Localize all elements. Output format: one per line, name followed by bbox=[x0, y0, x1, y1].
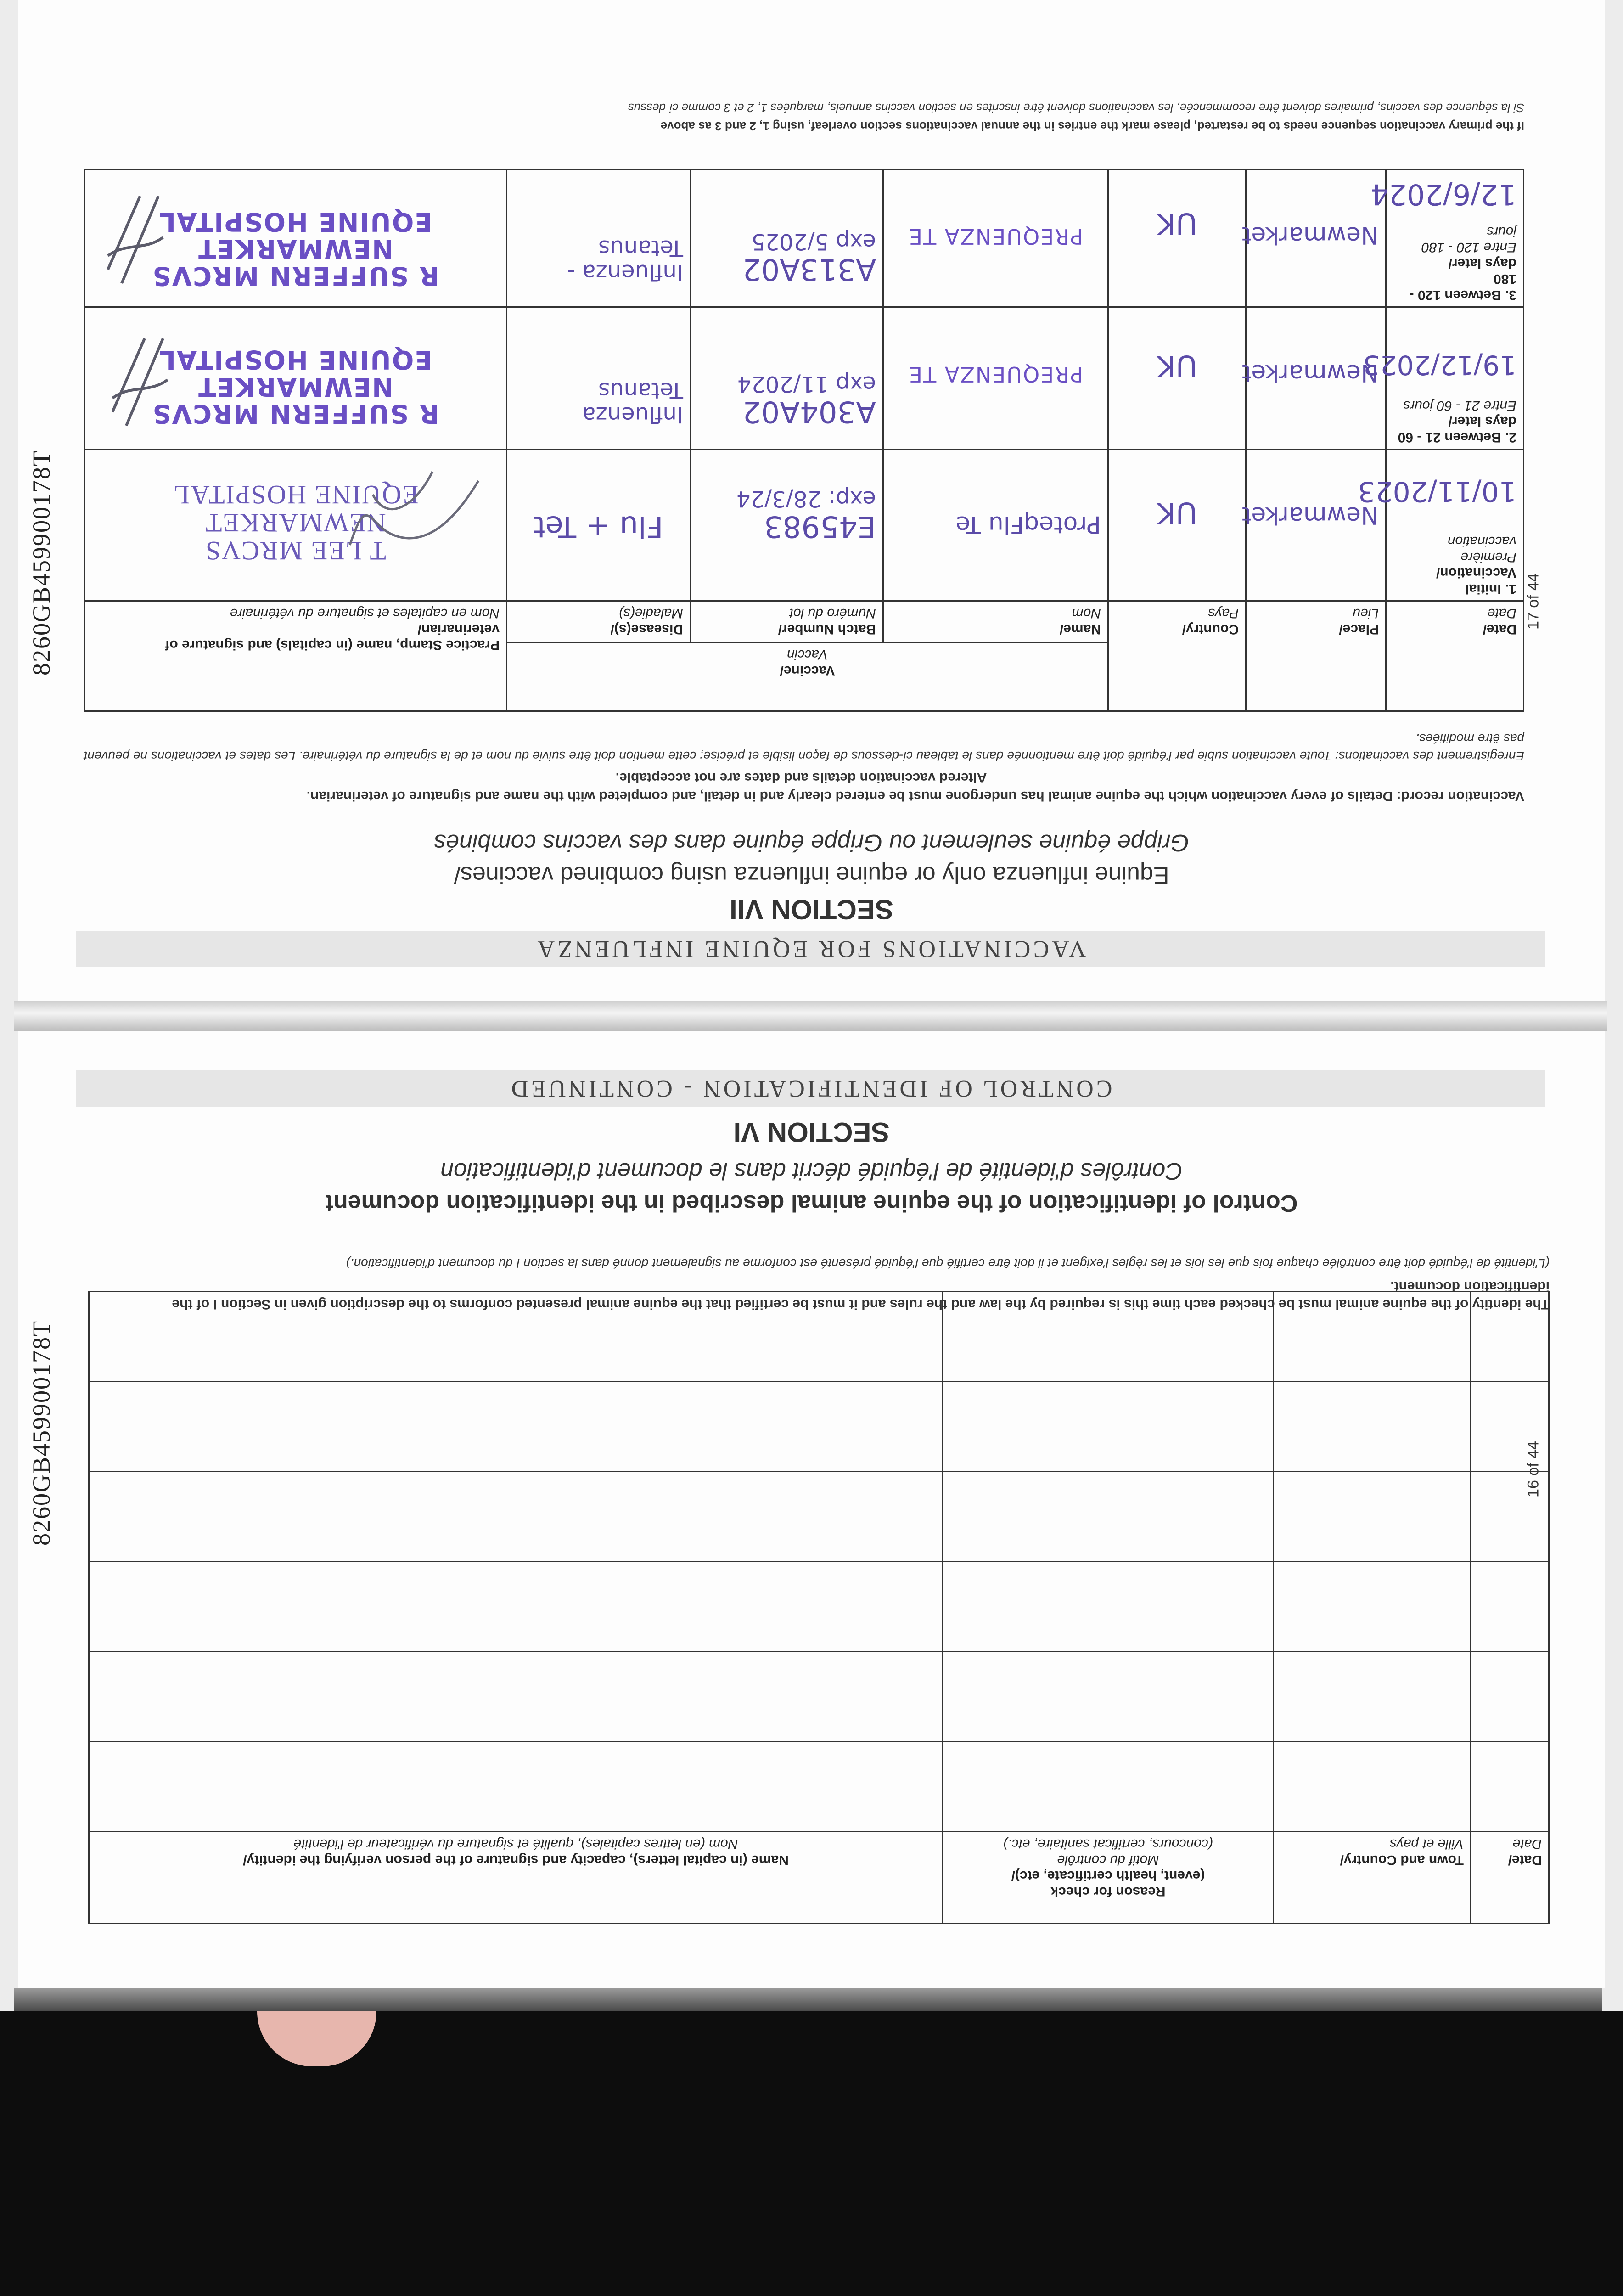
vaccination-record-note-en: Vaccination record: Details of every vaccination which the equine animal has undergone must be entered clearly and in detail, and completed with the name and signature of veterinarian. bbox=[306, 788, 1524, 804]
page-section-vi bbox=[18, 1031, 1605, 1988]
row1-signature bbox=[341, 462, 488, 563]
row3-batch: A313A02 bbox=[742, 252, 876, 286]
row1-country: UK bbox=[1157, 495, 1197, 529]
row1-batch: E45983 bbox=[764, 509, 876, 543]
section-vii-footer-fr: Si la séquence des vaccins, primaires doivent être recommencée, les vaccinations doivent être inscrites en section vaccins annuels, marquées 1, 2 et 3 comme ci-dessus bbox=[628, 101, 1524, 115]
header-stamp-fr: Nom en capitales et signature du vétérinaire bbox=[230, 606, 500, 621]
id-header-name bbox=[89, 1832, 943, 1924]
header-stamp bbox=[84, 601, 506, 711]
header-name-en: Name/ bbox=[1059, 622, 1101, 637]
row3-place: Newmarket bbox=[1242, 221, 1379, 249]
row1-vaccine: ProteqFlu Te bbox=[955, 511, 1101, 538]
document-number-bottom: 8260GB459900178T bbox=[28, 1320, 55, 1546]
row3-signature bbox=[99, 187, 172, 297]
header-date-en: Date/ bbox=[1483, 622, 1516, 637]
vaccination-table bbox=[84, 169, 1524, 712]
page-number-17: 17 of 44 bbox=[1524, 573, 1542, 630]
row1-place: Newmarket bbox=[1242, 501, 1379, 529]
id-blank-row-3 bbox=[89, 1562, 1549, 1652]
section-vi-note-fr: (L'identité de l'équidé doit être contrôlée chaque fois que les lois et les règles l'exigent et il doit être certifié que l'équidé présenté est conforme au signalement donné dans la section I du document d'identification.) bbox=[346, 1256, 1550, 1271]
section-vi-note-en: The identity of the equine animal must be checked each time this is required by the law and the rules and it must be certified that the equine animal presented conforms to the description given in Section I of the identification document. bbox=[172, 1279, 1550, 1312]
section-vii-subtitle-fr: Grippe équine seulement ou Grippe équine dans des vaccins combinés bbox=[434, 829, 1189, 856]
id-header-date-fr: Date bbox=[1512, 1836, 1542, 1852]
row2-label-fr: Entre 21 - 60 jours bbox=[1403, 398, 1516, 413]
row3-label: 3. Between 120 - 180 bbox=[1409, 271, 1516, 303]
row1-country-cell bbox=[1108, 450, 1246, 601]
row1-stamp-line-1: T LEE MRCVS bbox=[205, 536, 386, 566]
row2-diseases-cell bbox=[506, 307, 690, 450]
row2-stamp-line-1: R SUFFERN MRCVS bbox=[152, 399, 439, 428]
id-header-name-en: Name (in capital letters), capacity and signature of the person verifying the identity/ bbox=[243, 1852, 789, 1868]
row3-batch-cell bbox=[691, 169, 883, 307]
document-number-top: 8260GB459900178T bbox=[28, 450, 55, 675]
id-blank-row-4 bbox=[89, 1472, 1549, 1562]
header-name bbox=[883, 601, 1108, 642]
row1-label-fr: Première vaccination bbox=[1447, 534, 1516, 565]
page-section-vii bbox=[18, 0, 1605, 1001]
row1-diseases: Flu + Tet bbox=[534, 509, 663, 543]
row2-stamp-cell bbox=[84, 307, 506, 450]
row2-signature bbox=[103, 329, 177, 439]
header-place bbox=[1246, 601, 1386, 711]
id-header-reason-fr-sub: (concours, certificat sanitaire, etc.) bbox=[1003, 1836, 1213, 1852]
row1-batch-cell bbox=[691, 450, 883, 601]
row1-stamp-line-3: EQUINE HOSPITAL bbox=[172, 480, 419, 510]
header-country bbox=[1108, 601, 1246, 711]
vaccination-row-third bbox=[84, 169, 1523, 307]
header-batch-fr: Numéro du lot bbox=[789, 606, 876, 621]
row3-diseases-cell bbox=[506, 169, 690, 307]
id-header-name-fr: Nom (en lettres capitales), qualité et signature du vérificateur de l'identité bbox=[293, 1836, 738, 1852]
header-name-fr: Nom bbox=[1072, 606, 1101, 621]
section-vii-title: SECTION VII bbox=[730, 894, 893, 925]
header-diseases-en: Disease(s)/ bbox=[610, 622, 683, 637]
id-header-date bbox=[1471, 1832, 1549, 1924]
row3-vaccine-cell bbox=[883, 169, 1108, 307]
row2-country-cell bbox=[1108, 307, 1246, 450]
row2-batch-exp: exp 11/2024 bbox=[737, 371, 876, 397]
row3-stamp-line-1: R SUFFERN MRCVS bbox=[152, 261, 439, 291]
scanner-background bbox=[0, 2011, 1623, 2296]
row3-batch-exp: exp 5/2025 bbox=[751, 228, 876, 254]
row3-date: 12/6/2024 bbox=[1370, 178, 1516, 212]
row2-stamp-line-2: NEWMARKET bbox=[197, 371, 393, 402]
header-place-en: Place/ bbox=[1339, 622, 1379, 637]
header-diseases-fr: Maladie(s) bbox=[618, 606, 683, 621]
vaccination-row-initial bbox=[84, 450, 1523, 601]
row2-vaccine: PREQUENZA TE bbox=[908, 362, 1083, 387]
id-blank-row-2 bbox=[89, 1652, 1549, 1742]
id-header-reason-sub: (event, health certificate, etc)/ bbox=[1011, 1868, 1205, 1884]
row1-stamp-cell bbox=[84, 450, 506, 601]
header-vaccine-en: Vaccine/ bbox=[780, 663, 835, 678]
row2-label: 2. Between 21 - 60 bbox=[1398, 430, 1516, 445]
row3-country: UK bbox=[1157, 206, 1197, 240]
id-header-town-fr: Ville et pays bbox=[1389, 1836, 1464, 1852]
id-header-date-en: Date/ bbox=[1508, 1852, 1542, 1868]
row2-batch: A304A02 bbox=[742, 394, 876, 428]
section-vi-title: SECTION VI bbox=[733, 1117, 890, 1148]
id-header-reason bbox=[943, 1832, 1274, 1924]
identification-table-header bbox=[89, 1832, 1549, 1924]
vaccination-table-header bbox=[84, 642, 1523, 711]
row2-label-extra: days later/ bbox=[1448, 414, 1516, 429]
row2-country: UK bbox=[1157, 349, 1197, 383]
row3-country-cell bbox=[1108, 169, 1246, 307]
row1-batch-exp: exp: 28/3/24 bbox=[736, 485, 876, 512]
id-header-reason-fr: Motif du contrôle bbox=[1057, 1852, 1159, 1868]
id-blank-row-5 bbox=[89, 1382, 1549, 1472]
row2-diseases: Influenza Tetanus bbox=[582, 377, 683, 428]
id-header-town-en: Town and Country/ bbox=[1340, 1852, 1464, 1868]
row1-diseases-cell bbox=[506, 450, 690, 601]
id-blank-row-1 bbox=[89, 1742, 1549, 1832]
row3-stamp-cell bbox=[84, 169, 506, 307]
header-country-en: Country/ bbox=[1182, 622, 1239, 637]
row3-place-cell bbox=[1242, 169, 1386, 307]
section-vi-subtitle-fr: Contrôles d'identité de l'équidé décrit dans le document d'identification bbox=[440, 1158, 1183, 1184]
row2-vaccine-cell bbox=[883, 307, 1108, 450]
row3-stamp-line-2: NEWMARKET bbox=[197, 234, 393, 264]
row3-diseases: Influenza - Tetanus bbox=[567, 235, 683, 285]
row3-date-cell bbox=[1370, 169, 1524, 307]
id-header-town bbox=[1274, 1832, 1471, 1924]
page-gutter bbox=[14, 1001, 1607, 1031]
section-vi-subtitle-en: Control of identification of the equine animal described in the identification document bbox=[325, 1190, 1298, 1216]
row3-label-extra: days later/ bbox=[1448, 256, 1516, 271]
header-vaccine bbox=[506, 642, 1108, 711]
row2-date: 19/12/2023 bbox=[1363, 349, 1516, 381]
row2-place-cell bbox=[1242, 307, 1386, 450]
row1-place-cell bbox=[1242, 450, 1386, 601]
vaccination-record-note-fr: Enregistrement des vaccinations: Toute vaccination subie par l'équidé doit être mentionnée dans le tableau ci-dessous de façon lisible et précise; cette mention doit être suivie du nom et de la signature du vétérinaire. Les dates et vaccinations ne peuvent pas être modifiées. bbox=[84, 732, 1524, 763]
row1-vaccine-cell bbox=[883, 450, 1108, 601]
section-vii-footer-en: If the primary vaccination sequence needs to be restarted, please mark the entries in the annual vaccinations section overleaf, using 1, 2 and 3 as above bbox=[660, 119, 1524, 133]
vaccination-record-note-altered: Altered vaccination details and dates are not acceptable. bbox=[615, 770, 987, 785]
row1-label: 1. Initial Vaccination/ bbox=[1436, 565, 1516, 597]
header-place-fr: Lieu bbox=[1353, 606, 1379, 621]
header-date bbox=[1386, 601, 1524, 711]
header-vaccine-fr: Vaccin bbox=[787, 647, 828, 663]
section-vii-band: VACCINATIONS FOR EQUINE INFLUENZA bbox=[76, 931, 1545, 967]
row1-date: 10/11/2023 bbox=[1358, 475, 1516, 507]
header-stamp-en: Practice Stamp, name (in capitals) and signature of veterinarian/ bbox=[165, 622, 500, 653]
row2-date-cell bbox=[1363, 307, 1524, 450]
vaccination-row-second bbox=[84, 307, 1523, 450]
header-batch bbox=[691, 601, 883, 642]
row1-date-cell bbox=[1358, 450, 1524, 601]
page-number-16: 16 of 44 bbox=[1524, 1441, 1542, 1497]
header-diseases bbox=[506, 601, 690, 642]
identification-check-table bbox=[88, 1291, 1550, 1924]
row1-stamp-line-2: NEWMARKET bbox=[205, 508, 386, 538]
header-country-fr: Pays bbox=[1208, 606, 1239, 621]
row2-place: Newmarket bbox=[1242, 359, 1379, 387]
section-vi-band: CONTROL OF IDENTIFICATION - CONTINUED bbox=[76, 1070, 1545, 1107]
row2-stamp-line-3: EQUINE HOSPITAL bbox=[158, 344, 432, 375]
header-batch-en: Batch Number/ bbox=[778, 622, 876, 637]
row3-stamp-line-3: EQUINE HOSPITAL bbox=[158, 207, 432, 237]
row2-batch-cell bbox=[691, 307, 883, 450]
row3-vaccine: PREQUENZA TE bbox=[908, 224, 1083, 249]
section-vii-subtitle-en: Equine influenza only or equine influenza using combined vaccines/ bbox=[454, 861, 1169, 888]
id-header-reason-en: Reason for check bbox=[1050, 1884, 1166, 1899]
header-date-fr: Date bbox=[1487, 606, 1516, 621]
row3-label-fr: Entre 120 - 180 jours bbox=[1421, 224, 1516, 255]
